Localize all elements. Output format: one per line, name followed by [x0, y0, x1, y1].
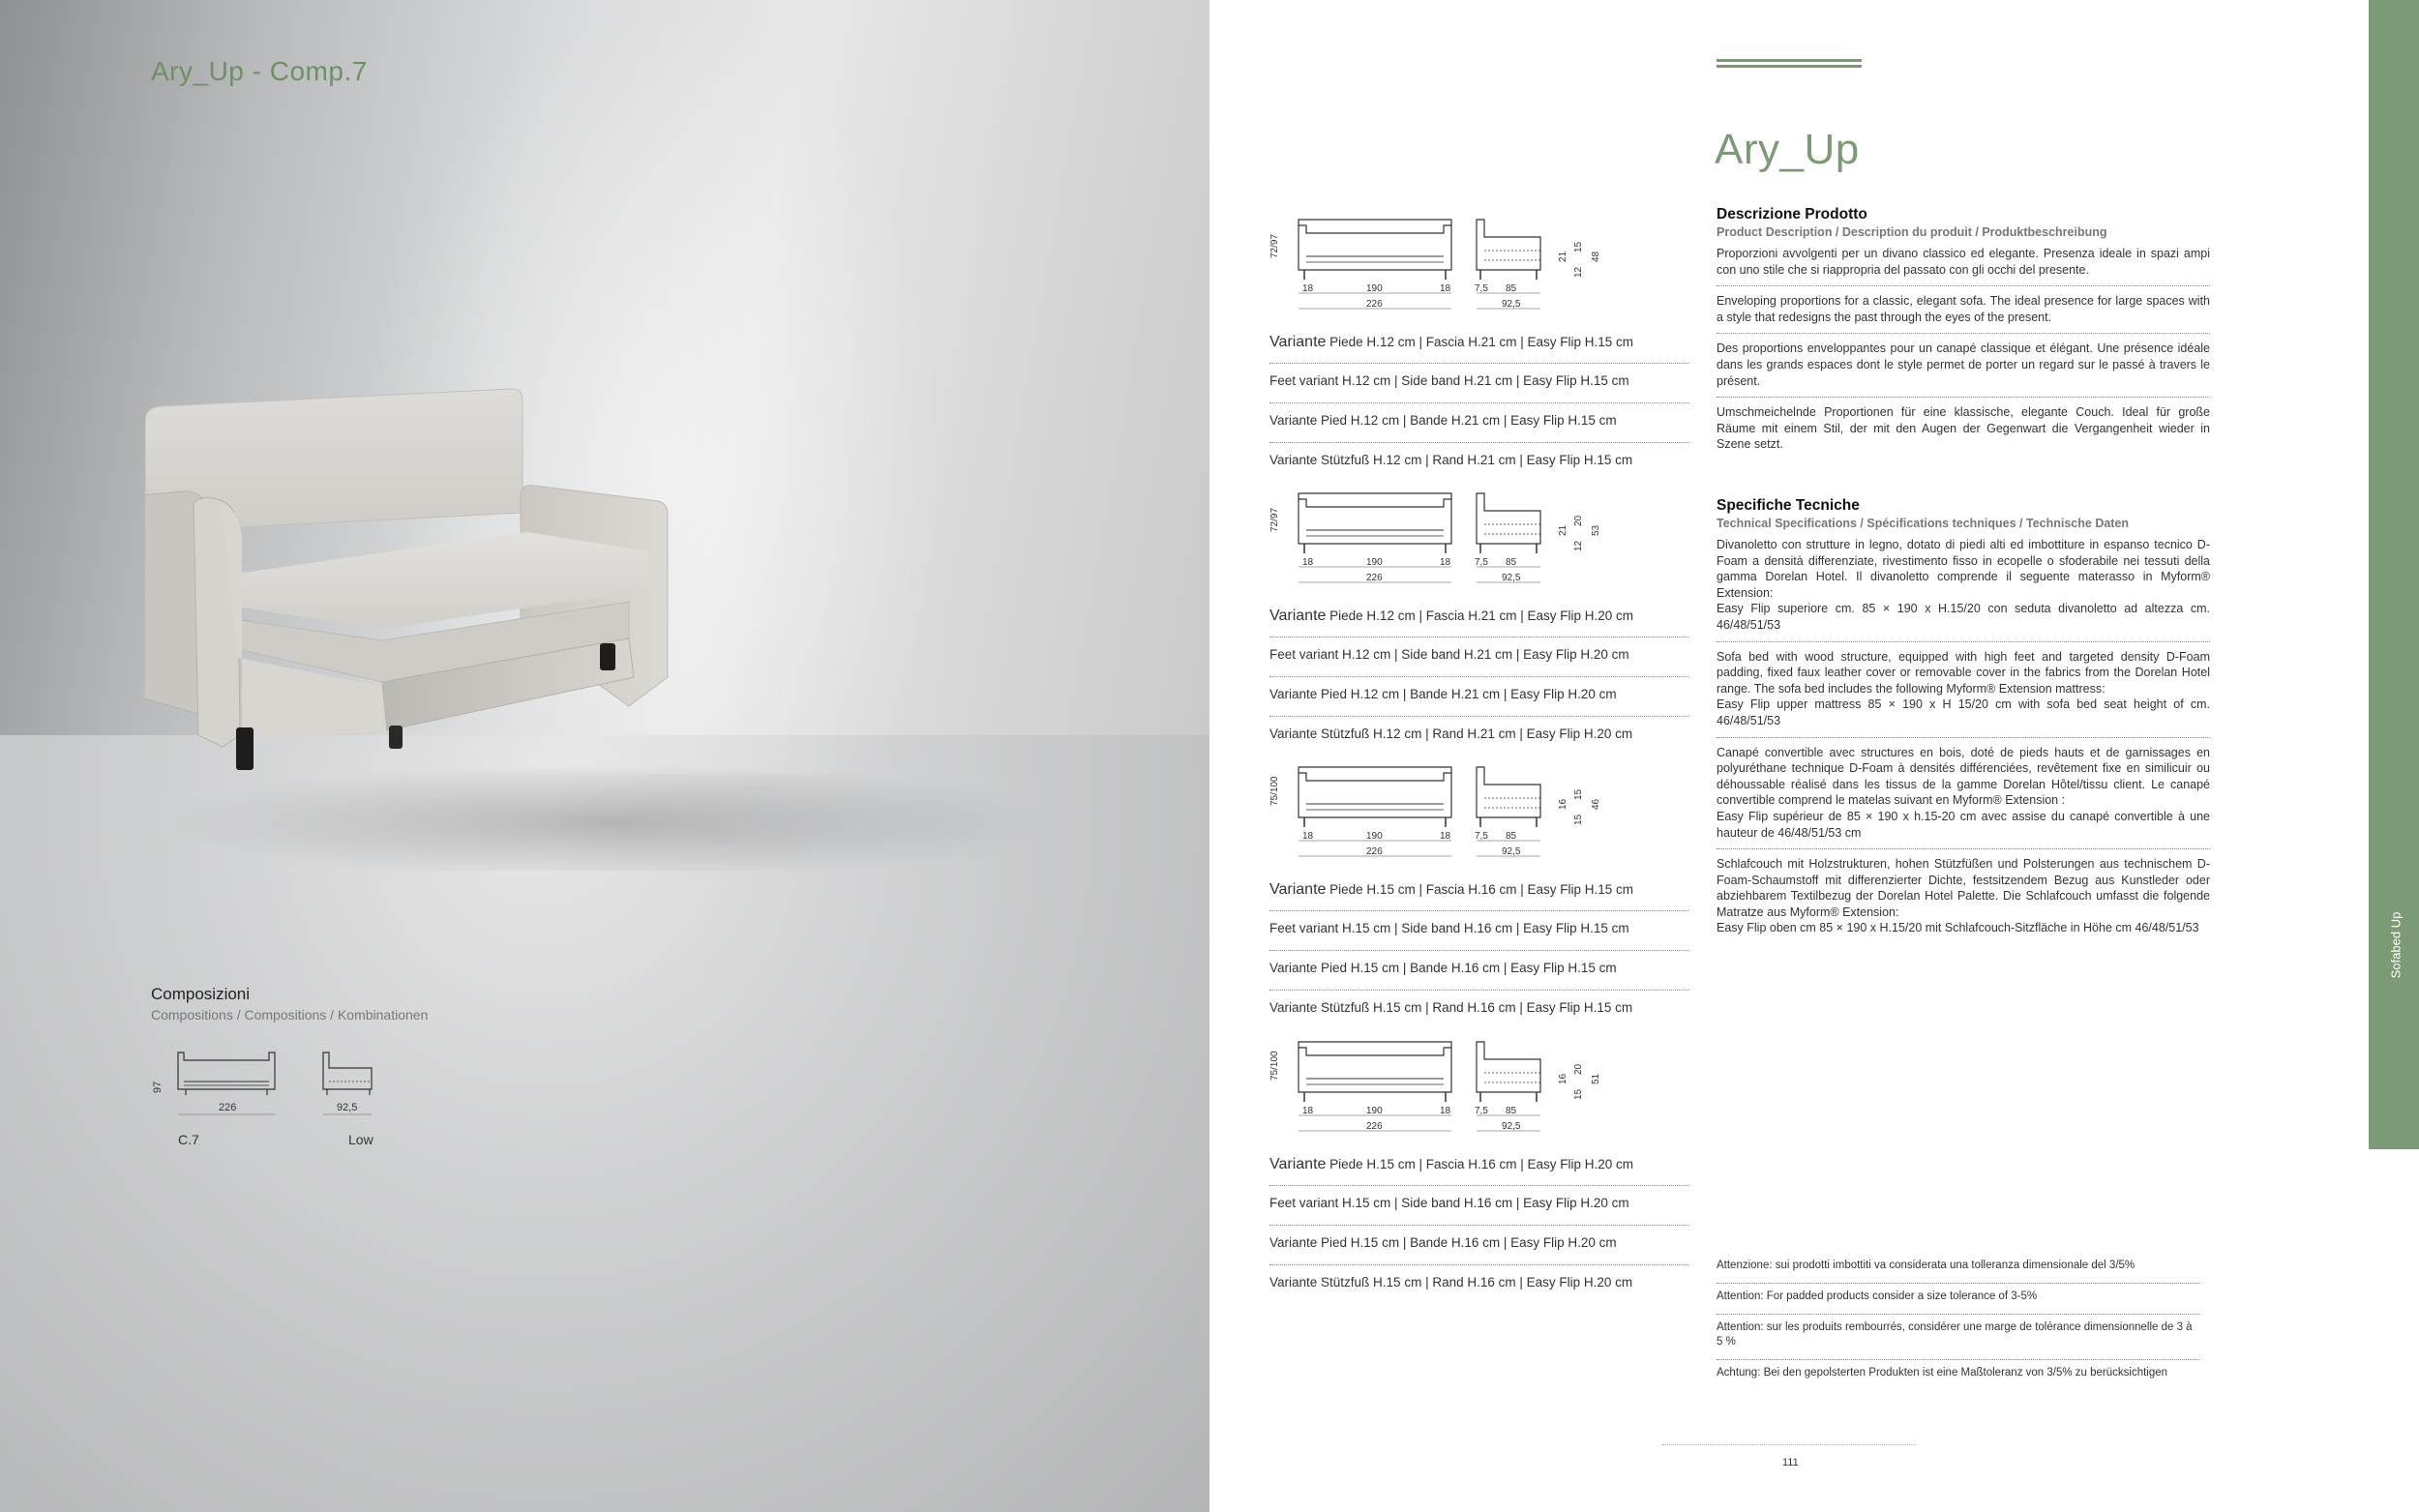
- specs-heading: Specifiche Tecniche: [1717, 497, 1860, 514]
- variant-text: Feet variant H.12 cm | Side band H.21 cm | Easy Flip H.15 cm: [1269, 373, 1629, 388]
- dim-total: 226: [1366, 573, 1383, 583]
- specs-fr: Canapé convertible avec structures en bois, doté de pieds hauts et de garnissages en polyuréthane technique D-Foam à densités différenciées, revêtement fixe en similicuir ou déhoussable réalisé dans les tissus de la gamme Dorelan Hôtel/tissu client. Le canapé convertible comprend le matelas suivant en Myform® Extension : Easy Flip supérieur de 85 × 190 x h.15-20 cm avec assise du canapé convertible à une hauteur de 46/48/51/53 cm: [1717, 738, 2210, 850]
- side-dim-seat-height: 53: [1591, 524, 1601, 536]
- dim-total: 226: [1366, 846, 1383, 857]
- dim-seat: 190: [1366, 831, 1383, 842]
- dim-total-depth: 92,5: [1502, 1121, 1521, 1132]
- variant-text: Variante Stützfuß H.15 cm | Rand H.16 cm | Easy Flip H.20 cm: [1269, 1275, 1633, 1290]
- variant-block: [1269, 472, 1689, 756]
- variant-row: [1269, 324, 1689, 364]
- description-fr: Des proportions enveloppantes pour un canapé classique et élégant. Une présence idéale dans les grands espaces dont le style permet de porter un regard sur le passé à travers le présent.: [1717, 334, 2210, 398]
- variant-text: Piede H.15 cm | Fascia H.16 cm | Easy Flip H.20 cm: [1326, 1157, 1634, 1171]
- side-dim-mattress: 20: [1573, 515, 1584, 526]
- comp-height-dim: 97: [152, 1081, 164, 1093]
- side-dim-feet: 15: [1573, 1088, 1584, 1100]
- variant-lead: Variante: [1269, 1156, 1327, 1172]
- page-number: 111: [1782, 1457, 1799, 1468]
- comp-width-dim: 226: [219, 1102, 237, 1113]
- note-en: Attention: For padded products consider a size tolerance of 3-5%: [1717, 1284, 2200, 1315]
- dim-back: 7,5: [1475, 557, 1488, 568]
- variant-text: Feet variant H.12 cm | Side band H.21 cm | Easy Flip H.20 cm: [1269, 647, 1629, 662]
- variant-row: [1269, 1146, 1689, 1186]
- dim-seat-depth: 85: [1506, 557, 1517, 568]
- composition-type: Low: [348, 1132, 373, 1147]
- height-label: 72/97: [1269, 507, 1280, 532]
- variant-text: Piede H.12 cm | Fascia H.21 cm | Easy Flip H.15 cm: [1326, 335, 1634, 349]
- dim-total-depth: 92,5: [1502, 573, 1521, 583]
- height-label: 72/97: [1269, 233, 1280, 258]
- side-dim-seat-height: 48: [1591, 251, 1601, 262]
- technical-drawing-svg: [1269, 746, 1689, 872]
- dim-back: 7,5: [1475, 1106, 1488, 1116]
- brand-title: Ary_Up: [1715, 126, 1860, 173]
- variant-text: Variante Pied H.12 cm | Bande H.21 cm | Easy Flip H.15 cm: [1269, 413, 1617, 428]
- variant-row: [1269, 364, 1689, 403]
- variant-text: Feet variant H.15 cm | Side band H.16 cm | Easy Flip H.20 cm: [1269, 1196, 1629, 1210]
- description-heading: Descrizione Prodotto: [1717, 206, 1867, 222]
- variant-row: [1269, 1226, 1689, 1265]
- dim-seat-depth: 85: [1506, 1106, 1517, 1116]
- dim-seat: 190: [1366, 1106, 1383, 1116]
- note-fr: Attention: sur les produits rembourrés, considérer une marge de tolérance dimensionnelle de 3 à 5 %: [1717, 1315, 2200, 1360]
- description-de: Umschmeichelnde Proportionen für eine klassische, elegante Couch. Ideal für große Räume mit einem Stil, der mit den Augen der Gegenwart die Vergangenheit wieder in Szene setzt.: [1717, 405, 2210, 452]
- variant-row: [1269, 403, 1689, 443]
- variant-row: [1269, 677, 1689, 717]
- variant-row: [1269, 637, 1689, 677]
- variant-text: Feet variant H.15 cm | Side band H.16 cm | Easy Flip H.15 cm: [1269, 921, 1629, 935]
- side-dim-band: 21: [1558, 524, 1568, 536]
- header-double-rule: [1717, 59, 1862, 68]
- note-de: Achtung: Bei den gepolsterten Produkten ist eine Maßtoleranz von 3/5% zu berücksichtigen: [1717, 1367, 2168, 1379]
- variant-text: Piede H.15 cm | Fascia H.16 cm | Easy Flip H.15 cm: [1326, 882, 1634, 897]
- technical-drawing-svg: [1269, 1021, 1689, 1146]
- dim-back: 7,5: [1475, 283, 1488, 294]
- side-dim-mattress: 20: [1573, 1063, 1584, 1075]
- description-section: [1717, 206, 2210, 460]
- composition-code: C.7: [178, 1132, 199, 1147]
- specs-section: [1717, 497, 2210, 944]
- technical-drawing-svg: [1269, 472, 1689, 598]
- dim-arm-right: 18: [1440, 831, 1451, 842]
- variant-lead: Variante: [1269, 334, 1327, 350]
- side-dim-seat-height: 51: [1591, 1073, 1601, 1084]
- variant-block: [1269, 746, 1689, 1030]
- specs-en: Sofa bed with wood structure, equipped with high feet and targeted density D-Foam padding, fixed faux leather cover or removable cover in the fabrics from the Dorelan Hotel range. The sofa bed includes the following Myform® Extension mattress: Easy Flip upper mattress 85 × 190 x H 15/20 cm with sofa bed seat height of cm. 46/48/51/53: [1717, 642, 2210, 738]
- description-subheading: Product Description / Description du produit / Produktbeschreibung: [1717, 225, 2107, 239]
- compositions-subheading: Compositions / Compositions / Kombinationen: [151, 1007, 429, 1023]
- dim-total: 226: [1366, 299, 1383, 310]
- dim-total: 226: [1366, 1121, 1383, 1132]
- technical-drawing: [1269, 1021, 1689, 1146]
- variant-text: Variante Stützfuß H.12 cm | Rand H.21 cm | Easy Flip H.20 cm: [1269, 726, 1633, 741]
- variant-text: Variante Pied H.15 cm | Bande H.16 cm | Easy Flip H.20 cm: [1269, 1235, 1617, 1250]
- sofa-bed-image: [145, 387, 1074, 871]
- variant-row: [1269, 911, 1689, 951]
- technical-drawing: [1269, 198, 1689, 324]
- footer-rule: [1662, 1444, 1916, 1445]
- variant-text: Piede H.12 cm | Fascia H.21 cm | Easy Flip H.20 cm: [1326, 608, 1634, 623]
- dim-total-depth: 92,5: [1502, 299, 1521, 310]
- side-dim-seat-height: 46: [1591, 798, 1601, 810]
- page-title: Ary_Up - Comp.7: [151, 56, 368, 86]
- variant-block: [1269, 1021, 1689, 1305]
- dim-arm-right: 18: [1440, 557, 1451, 568]
- side-dim-feet: 15: [1573, 814, 1584, 825]
- description-it: Proporzioni avvolgenti per un divano classico ed elegante. Presenza ideale in spazi ampi con uno stile che si riappropria del passato con gli occhi del presente.: [1717, 239, 2210, 286]
- description-en: Enveloping proportions for a classic, elegant sofa. The ideal presence for large spaces with a style that redesigns the past through the eyes of the present.: [1717, 286, 2210, 334]
- specs-de: Schlafcouch mit Holzstrukturen, hohen Stützfüßen und Polsterungen aus technischem D-Foam-Schaumstoff mit differenzierter Dichte, festsitzendem Bezug aus Kunstleder oder abziehbarem Textilbezug der Dorelan Hotel Palette. Die Schlafcouch umfasst die folgende Matratze aus Myform® Extension: Easy Flip oben cm 85 × 190 x H.15/20 mit Schlafcouch-Sitzfläche in Höhe cm 46/48/51/53: [1717, 857, 2210, 935]
- dim-seat-depth: 85: [1506, 283, 1517, 294]
- dim-total-depth: 92,5: [1502, 846, 1521, 857]
- variant-text: Variante Stützfuß H.15 cm | Rand H.16 cm | Easy Flip H.15 cm: [1269, 1000, 1633, 1015]
- side-dim-feet: 12: [1573, 540, 1584, 551]
- side-dim-mattress: 15: [1573, 788, 1584, 800]
- variant-text: Variante Stützfuß H.12 cm | Rand H.21 cm | Easy Flip H.15 cm: [1269, 453, 1633, 467]
- dim-back: 7,5: [1475, 831, 1488, 842]
- variant-block: [1269, 198, 1689, 483]
- side-dim-band: 21: [1558, 251, 1568, 262]
- compositions-heading: Composizioni: [151, 985, 251, 1003]
- dim-arm-right: 18: [1440, 283, 1451, 294]
- technical-drawing: [1269, 746, 1689, 872]
- note-it: Attenzione: sui prodotti imbottiti va considerata una tolleranza dimensionale del 3/5%: [1717, 1253, 2200, 1284]
- height-label: 75/100: [1269, 1051, 1280, 1081]
- specs-subheading: Technical Specifications / Spécifications techniques / Technische Daten: [1717, 517, 2130, 530]
- variant-text: Variante Pied H.12 cm | Bande H.21 cm | Easy Flip H.20 cm: [1269, 687, 1617, 701]
- height-label: 75/100: [1269, 776, 1280, 806]
- variant-row: [1269, 951, 1689, 991]
- compositions-block: [151, 985, 429, 1147]
- tolerance-notes: [1717, 1253, 2200, 1390]
- dim-seat: 190: [1366, 283, 1383, 294]
- variant-row: [1269, 872, 1689, 911]
- side-tab-label: Sofabed Up: [2388, 911, 2404, 979]
- side-dim-feet: 12: [1573, 266, 1584, 278]
- technical-drawing: [1269, 472, 1689, 598]
- dim-arm-left: 18: [1302, 557, 1314, 568]
- variant-row: [1269, 1186, 1689, 1226]
- dim-seat-depth: 85: [1506, 831, 1517, 842]
- technical-drawing-svg: [1269, 198, 1689, 324]
- variant-row: [1269, 1265, 1689, 1305]
- dim-arm-left: 18: [1302, 831, 1314, 842]
- side-dim-band: 16: [1558, 1073, 1568, 1084]
- variant-text: Variante Pied H.15 cm | Bande H.16 cm | Easy Flip H.15 cm: [1269, 961, 1617, 975]
- specs-it: Divanoletto con strutture in legno, dotato di piedi alti ed imbottiture in espanso tecnico D-Foam a densità differenziate, rivestimento fisso in ecopelle o sfoderabile nei tessuti della gamma Dorelan Hotel. Il divanoletto comprende il seguente materasso in Myform® Extension: Easy Flip superiore cm. 85 × 190 x H.15/20 con seduta divanoletto ad altezza cm. 46/48/51/53: [1717, 530, 2210, 642]
- variant-lead: Variante: [1269, 608, 1327, 624]
- comp-depth-dim: 92,5: [337, 1102, 358, 1113]
- variant-row: [1269, 598, 1689, 637]
- dim-arm-left: 18: [1302, 1106, 1314, 1116]
- side-dim-mattress: 15: [1573, 241, 1584, 252]
- composition-drawing: [151, 1043, 403, 1120]
- dim-arm-left: 18: [1302, 283, 1314, 294]
- dim-seat: 190: [1366, 557, 1383, 568]
- variant-lead: Variante: [1269, 881, 1327, 898]
- side-dim-band: 16: [1558, 798, 1568, 810]
- dim-arm-right: 18: [1440, 1106, 1451, 1116]
